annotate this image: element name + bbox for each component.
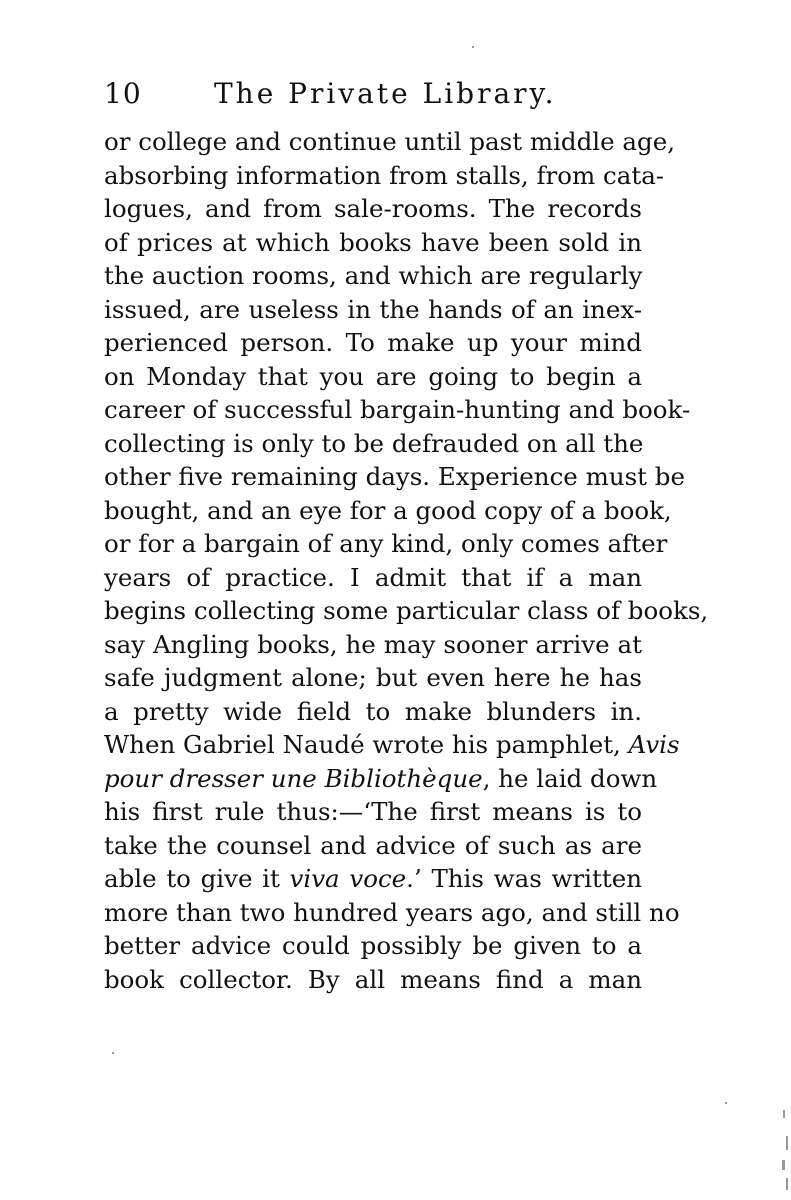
running-title: The Private Library. xyxy=(214,77,557,110)
line-text: , he laid down xyxy=(482,763,658,793)
text-line: begins collecting some particular class of books, xyxy=(104,596,709,625)
italic-phrase: viva voce xyxy=(289,864,407,893)
text-line: a pretty wide field to make blunders in. xyxy=(104,696,642,726)
scan-speck xyxy=(786,1136,788,1150)
text-line: years of practice. I admit that if a man xyxy=(104,562,642,592)
line-text: When Gabriel Naudé wrote his pamphlet, xyxy=(104,730,629,759)
body-text xyxy=(104,125,709,996)
text-line: take the counsel and advice of such as are xyxy=(104,830,642,860)
text-line xyxy=(104,762,658,796)
text-line: bought, and an eye for a good copy of a book, xyxy=(104,495,672,525)
text-line: book collector. By all means find a man xyxy=(104,964,642,994)
text-line: or college and continue until past middle age, xyxy=(104,127,675,156)
italic-title: pour dresser une Bibliothèque xyxy=(104,763,483,793)
text-line: more than two hundred years ago, and still no xyxy=(104,897,680,927)
text-line: safe judgment alone; but even here he has xyxy=(104,663,642,692)
text-line: absorbing information from stalls, from cata- xyxy=(104,160,665,190)
text-line: his first rule thus:—‘The first means is to xyxy=(104,797,642,826)
line-text: .’ This was written xyxy=(406,864,642,893)
running-head xyxy=(104,72,644,116)
text-line: better advice could possibly be given to a xyxy=(104,931,642,960)
text-line xyxy=(104,728,680,762)
scan-speck xyxy=(786,1178,788,1190)
text-line: perienced person. To make up your mind xyxy=(104,328,642,357)
text-line: collecting is only to be defrauded on all the xyxy=(104,428,644,458)
text-line: issued, are useless in the hands of an inex- xyxy=(104,294,642,324)
text-line xyxy=(104,862,642,896)
text-line: the auction rooms, and which are regularly xyxy=(104,261,643,290)
scan-speck xyxy=(783,1110,785,1118)
scan-speck xyxy=(112,1052,114,1054)
scan-speck xyxy=(725,1102,727,1104)
scan-speck xyxy=(472,46,474,48)
line-text: able to give it xyxy=(104,864,290,893)
scan-speck xyxy=(782,1160,785,1170)
text-line: career of successful bargain-hunting and book- xyxy=(104,395,691,424)
text-line: other five remaining days. Experience must be xyxy=(104,462,685,491)
text-line: say Angling books, he may sooner arrive at xyxy=(104,629,642,659)
text-line: logues, and from sale-rooms. The records xyxy=(104,194,642,223)
text-line: of prices at which books have been sold in xyxy=(104,227,642,257)
text-line: or for a bargain of any kind, only comes after xyxy=(104,529,668,558)
italic-title: Avis xyxy=(628,730,680,759)
text-line: on Monday that you are going to begin a xyxy=(104,361,642,391)
page-number: 10 xyxy=(104,77,142,110)
